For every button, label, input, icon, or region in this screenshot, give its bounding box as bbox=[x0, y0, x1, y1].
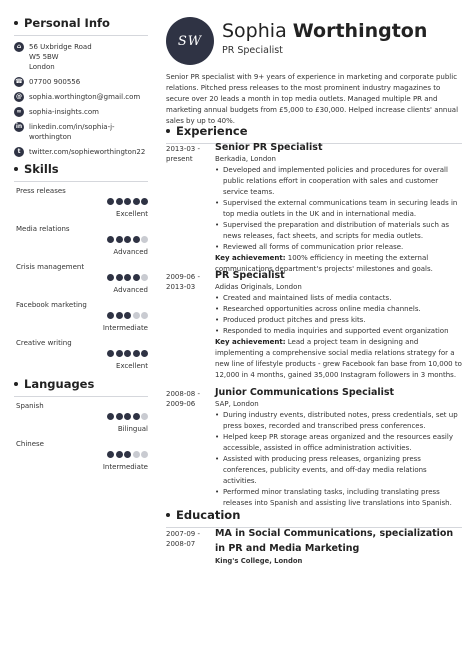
skills-heading: Skills bbox=[14, 162, 152, 176]
rating-dot-icon bbox=[116, 350, 123, 357]
job-role: Junior Communications Specialist bbox=[215, 387, 395, 398]
twitter-icon: t bbox=[14, 147, 24, 157]
skill-name: Creative writing bbox=[16, 339, 72, 347]
skill-rating bbox=[107, 350, 148, 357]
full-name: Sophia Worthington bbox=[222, 20, 428, 42]
rating-dot-icon bbox=[124, 236, 131, 243]
rating-dot-icon bbox=[116, 198, 123, 205]
degree: MA in Social Communications, specialization in PR and Media Marketing bbox=[215, 528, 454, 554]
rating-dot-icon bbox=[141, 312, 148, 319]
rating-dot-icon bbox=[124, 451, 131, 458]
language-rating bbox=[107, 451, 148, 458]
languages-heading: Languages bbox=[14, 377, 152, 391]
email-icon: @ bbox=[16, 93, 22, 100]
job-bullets bbox=[215, 165, 462, 253]
job-bullets bbox=[215, 410, 462, 509]
rating-dot-icon bbox=[116, 451, 123, 458]
job-dates: 2008-08 - 2009-06 bbox=[166, 390, 200, 408]
list-item: • Assisted with producing press releases, organizing press conferences, publicity events, and off-day media relations activities. bbox=[215, 454, 462, 487]
job-company: SAP, London bbox=[215, 400, 259, 408]
sidebar bbox=[0, 0, 152, 670]
summary: Senior PR specialist with 9+ years of experience in marketing and corporate public relations. Pitched press releases to the most prominent industry magazines to secure over 20 leads a month in top media outlets. Managed multiple PR and marketing annual budgets from £5,000 to £30,000. Helped increase clients' annual sales by up to 40%. bbox=[166, 73, 459, 125]
rating-dot-icon bbox=[141, 451, 148, 458]
skill-name: Facebook marketing bbox=[16, 301, 87, 309]
language-row bbox=[14, 402, 152, 440]
location-icon: ⌂ bbox=[14, 42, 24, 52]
list-item: • Researched opportunities across online media channels. bbox=[215, 304, 462, 315]
language-level: Bilingual bbox=[117, 425, 148, 433]
rating-dot-icon bbox=[124, 274, 131, 281]
rating-dot-icon bbox=[107, 413, 114, 420]
language-name: Spanish bbox=[16, 402, 44, 410]
rating-dot-icon bbox=[141, 236, 148, 243]
contact-website[interactable]: ∞ sophia-insights.com bbox=[14, 107, 152, 117]
skill-level: Excellent bbox=[116, 210, 148, 218]
contact-email[interactable]: @ sophia.worthington@gmail.com bbox=[16, 93, 141, 101]
job-title: PR Specialist bbox=[222, 45, 283, 56]
school: King's College, London bbox=[215, 557, 303, 565]
list-item: • Supervised the preparation and distribution of materials such as news releases, fact sheets, and scripts for media outlets. bbox=[215, 220, 462, 242]
rating-dot-icon bbox=[141, 198, 148, 205]
language-level: Intermediate bbox=[102, 463, 148, 471]
skill-level: Advanced bbox=[113, 248, 148, 256]
list-item: • Produced product pitches and press kits. bbox=[215, 315, 462, 326]
list-item: • During industry events, distributed notes, press credentials, set up press boxes, recorded and transcribed press conferences. bbox=[215, 410, 462, 432]
rating-dot-icon bbox=[133, 413, 140, 420]
rating-dot-icon bbox=[124, 413, 131, 420]
divider bbox=[14, 35, 148, 36]
rating-dot-icon bbox=[133, 236, 140, 243]
rating-dot-icon bbox=[133, 451, 140, 458]
divider bbox=[14, 181, 148, 182]
key-achievement: Key achievement: Lead a project team in designing and implementing a comprehensive social media relations strategy for a new line of lifestyle products - grew Facebook fan base from 10,000 to 12,000 in 4 months, gained 35,000 Instagram followers in 3 months. bbox=[215, 338, 462, 379]
list-item: • Created and maintained lists of media contacts. bbox=[215, 293, 462, 304]
rating-dot-icon bbox=[116, 312, 123, 319]
rating-dot-icon bbox=[107, 274, 114, 281]
link-icon: ∞ bbox=[14, 107, 24, 117]
rating-dot-icon bbox=[116, 274, 123, 281]
skills-list bbox=[14, 187, 152, 377]
skill-name: Press releases bbox=[16, 187, 66, 195]
rating-dot-icon bbox=[116, 413, 123, 420]
list-item: • Responded to media inquiries and supported event organization bbox=[215, 326, 462, 337]
rating-dot-icon bbox=[141, 350, 148, 357]
rating-dot-icon bbox=[107, 451, 114, 458]
key-achievement: Key achievement: 100% efficiency in meeting the external communications department's projects' milestones and goals. bbox=[215, 254, 433, 273]
bullet-icon bbox=[14, 167, 18, 171]
languages-list bbox=[14, 402, 152, 478]
rating-dot-icon bbox=[133, 198, 140, 205]
contact-address: ⌂ 56 Uxbridge Road W5 5BW London bbox=[14, 42, 152, 72]
job-company: Berkadia, London bbox=[215, 155, 276, 163]
rating-dot-icon bbox=[141, 413, 148, 420]
rating-dot-icon bbox=[141, 274, 148, 281]
list-item: • Developed and implemented policies and procedures for overall public relations effort in cooperation with sales and customer service teams. bbox=[215, 165, 462, 198]
job-company: Adidas Originals, London bbox=[215, 283, 302, 291]
list-item: • Reviewed all forms of communication prior release. bbox=[215, 242, 462, 253]
job-role: PR Specialist bbox=[215, 270, 285, 281]
rating-dot-icon bbox=[116, 236, 123, 243]
list-item: • Performed minor translating tasks, including translating press releases into Spanish and assisting live translations into Spanish. bbox=[215, 487, 462, 509]
job-bullets bbox=[215, 293, 462, 337]
contact-linkedin[interactable]: in linkedin.com/in/sophia-j- worthington bbox=[15, 123, 115, 141]
job-dates: 2013-03 - present bbox=[166, 145, 200, 163]
language-rating bbox=[107, 413, 148, 420]
rating-dot-icon bbox=[133, 274, 140, 281]
contact-phone[interactable]: ☎ 07700 900556 bbox=[15, 78, 81, 86]
rating-dot-icon bbox=[133, 312, 140, 319]
rating-dot-icon bbox=[107, 312, 114, 319]
name-block bbox=[222, 20, 427, 56]
list-item: • Helped keep PR storage areas organized and the resources easily accessible, assisted in office administration activities. bbox=[215, 432, 462, 454]
linkedin-icon: in bbox=[15, 123, 23, 130]
bullet-icon bbox=[14, 21, 18, 25]
bullet-icon bbox=[166, 129, 170, 133]
skill-row bbox=[14, 339, 152, 377]
skill-level: Excellent bbox=[116, 362, 148, 370]
language-name: Chinese bbox=[16, 440, 44, 448]
rating-dot-icon bbox=[124, 198, 131, 205]
phone-icon: ☎ bbox=[15, 78, 23, 85]
skill-level: Advanced bbox=[113, 286, 148, 294]
skill-name: Crisis management bbox=[16, 263, 85, 271]
skill-row bbox=[14, 187, 152, 225]
rating-dot-icon bbox=[133, 350, 140, 357]
experience-heading: Experience bbox=[166, 124, 462, 138]
language-row bbox=[14, 440, 152, 478]
divider bbox=[14, 396, 148, 397]
rating-dot-icon bbox=[124, 312, 131, 319]
list-item: • Supervised the external communications team in securing leads in top media outlets in the UK and in international media. bbox=[215, 198, 462, 220]
education-dates: 2007-09 - 2008-07 bbox=[166, 530, 200, 548]
bullet-icon bbox=[166, 513, 170, 517]
rating-dot-icon bbox=[107, 198, 114, 205]
avatar: SW bbox=[166, 17, 214, 65]
skill-rating bbox=[107, 274, 148, 281]
skill-rating bbox=[107, 198, 148, 205]
skill-row bbox=[14, 225, 152, 263]
job-role: Senior PR Specialist bbox=[215, 142, 323, 153]
skill-rating bbox=[107, 236, 148, 243]
rating-dot-icon bbox=[107, 350, 114, 357]
rating-dot-icon bbox=[107, 236, 114, 243]
skill-row bbox=[14, 263, 152, 301]
rating-dot-icon bbox=[124, 350, 131, 357]
job-dates: 2009-06 - 2013-03 bbox=[166, 273, 200, 291]
contact-twitter[interactable]: t twitter.com/sophieworthington22 bbox=[14, 147, 152, 157]
skill-level: Intermediate bbox=[102, 324, 148, 332]
skill-name: Media relations bbox=[16, 225, 70, 233]
education-heading: Education bbox=[166, 508, 462, 522]
skill-row bbox=[14, 301, 152, 339]
skill-rating bbox=[107, 312, 148, 319]
personal-info-heading: Personal Info bbox=[14, 16, 152, 30]
contact-list bbox=[14, 42, 152, 157]
bullet-icon bbox=[14, 382, 18, 386]
